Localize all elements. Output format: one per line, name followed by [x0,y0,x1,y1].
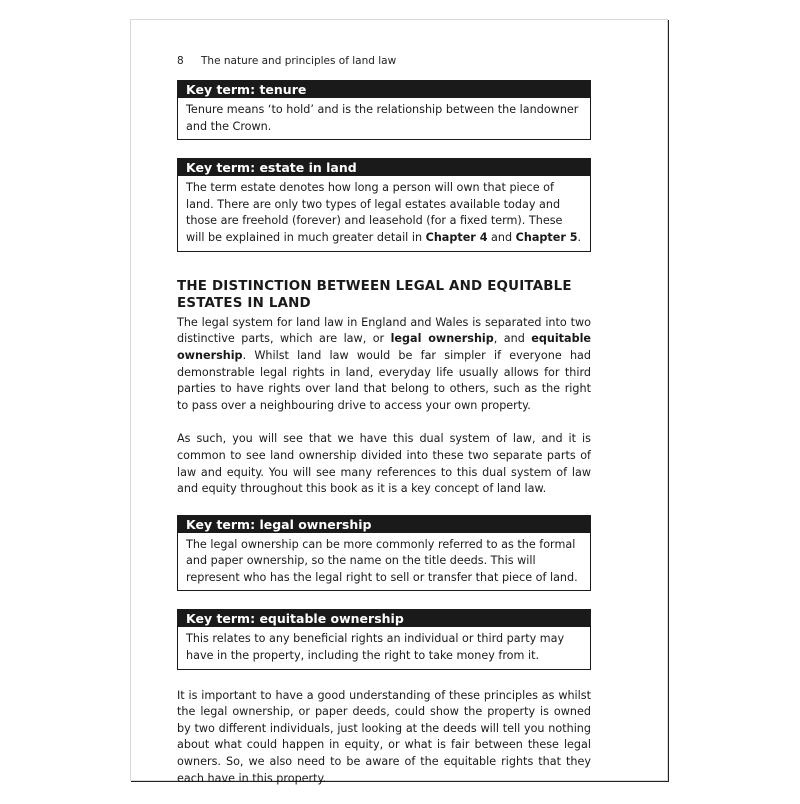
book-page [131,20,667,785]
body-paragraph: It is important to have a good understanding of these principles as whilst the legal ownership, or paper deeds, could show the property is owned by two different individuals, just looking at the deeds will tell you nothing about what could happen in equity, or what is fair between these legal owners. So, we also need to be aware of the equitable rights that they each have in this property. [177,688,591,785]
running-title: The nature and principles of land law [201,55,397,67]
section-heading: THE DISTINCTION BETWEEN LEGAL AND EQUITABLE ESTATES IN LAND [177,278,572,312]
body-paragraph: As such, you will see that we have this dual system of law, and it is common to see land ownership divided into these two separate parts of law and equity. You will see many references to this dual system of law and equity throughout this book as it is a key concept of land law. [177,432,591,496]
paragraph-text: The legal system for land law in England and Wales is separated into two distinctive parts, which are law, or [177,315,591,346]
key-term-body: This relates to any beneficial rights an individual or third party may have in the property, including the right to take money from it. [186,632,565,663]
key-term-box-legal-ownership [177,515,591,592]
key-term-title: Key term: legal ownership [178,516,590,533]
paragraph-text: . Whilst land law would be far simpler if everyone had demonstrable legal rights in land, everyday life usually allows for third parties to have rights over land that belong to others, such as the right to pass over a neighbouring drive to access your own property. [177,348,591,412]
page-header [177,55,396,67]
key-term-text: The term estate denotes how long a person will own that piece of land. There are only two types of legal estates available today and those are freehold (forever) and leasehold (for a fixed term). These will be explained in much greater detail in [186,181,563,244]
key-term-title: Key term: tenure [178,81,590,98]
chapter-reference: Chapter 5 [515,230,578,244]
body-paragraph [177,315,591,415]
key-term-title: Key term: estate in land [178,159,590,176]
key-term-body: The legal ownership can be more commonly referred to as the formal and paper ownership, so the name on the title deeds. This will represent who has the legal right to sell or transfer that piece of land. [186,537,578,584]
key-term-box-tenure [177,80,591,140]
page-number: 8 [177,55,184,67]
chapter-reference: Chapter 4 [425,230,488,244]
key-term-box-equitable-ownership [177,609,591,669]
key-term-text: and [487,230,516,244]
key-term-title: Key term: equitable ownership [178,610,590,627]
paragraph-text: , and [493,332,532,346]
bold-term: equitable ownership [177,332,592,362]
key-term-body: Tenure means ‘to hold’ and is the relationship between the landowner and the Crown. [186,103,579,133]
key-term-text: . [577,230,582,244]
key-term-body [178,176,590,250]
bold-term: legal ownership [390,332,494,346]
key-term-box-estate [177,158,591,251]
page-content [177,80,591,804]
